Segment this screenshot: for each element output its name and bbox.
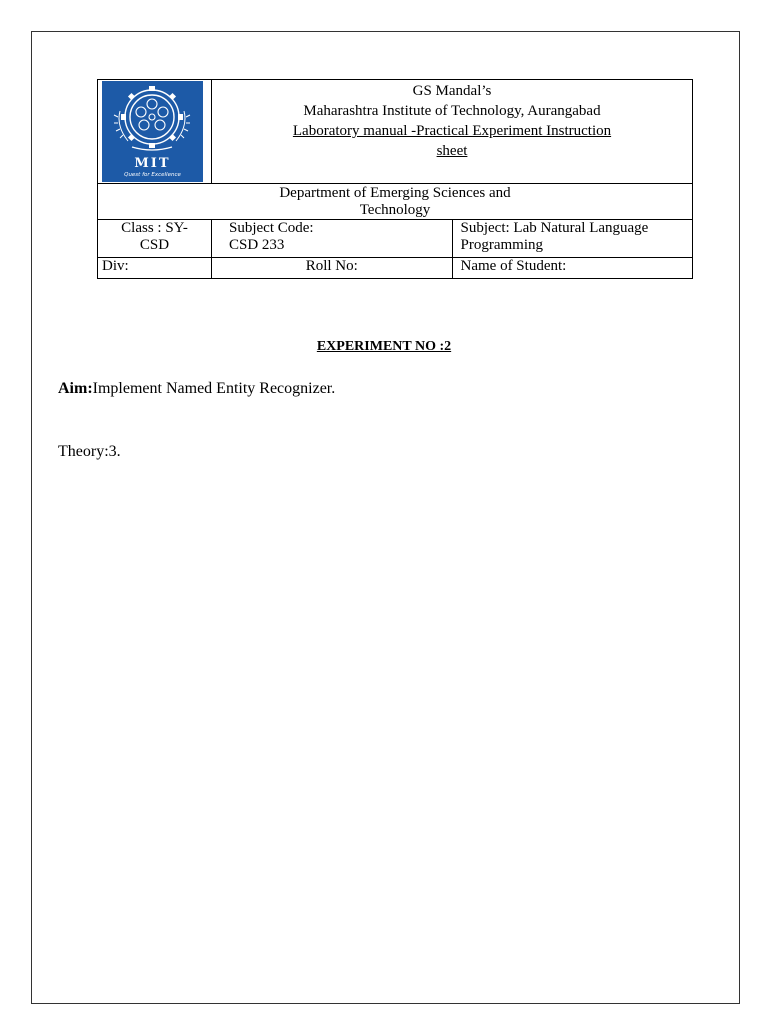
subject-cell xyxy=(452,220,693,258)
mit-emblem-icon xyxy=(102,81,203,182)
class-label: Class : SY- xyxy=(121,220,188,236)
div-cell: Div: xyxy=(98,258,212,279)
class-value: CSD xyxy=(139,237,170,253)
class-cell xyxy=(98,220,212,258)
aim-label: Aim: xyxy=(58,380,93,397)
theory-paragraph: Theory:3. xyxy=(58,443,121,460)
aim-text: Implement Named Entity Recognizer. xyxy=(92,380,336,397)
manual-title-cont: sheet xyxy=(436,143,468,159)
logo-tagline: Quest for Excellence xyxy=(124,172,181,178)
manual-title: Laboratory manual -Practical Experiment Instruction xyxy=(292,123,612,139)
header-table xyxy=(97,79,693,279)
aim-paragraph xyxy=(58,380,335,398)
subject-name: Subject: Lab Natural Language Programming xyxy=(460,220,649,253)
logo-name: MIT xyxy=(134,156,171,171)
roll-no-cell: Roll No: xyxy=(212,258,453,279)
institute-name: Maharashtra Institute of Technology, Aurangabad xyxy=(303,103,601,119)
logo-cell xyxy=(98,80,212,184)
department-line1: Department of Emerging Sciences and xyxy=(279,185,511,201)
department-cell xyxy=(98,184,693,220)
student-name-cell: Name of Student: xyxy=(452,258,693,279)
subject-code-value: CSD 233 xyxy=(229,237,285,253)
society-name: GS Mandal’s xyxy=(412,83,492,99)
subject-code-cell xyxy=(212,220,453,258)
institute-title-cell xyxy=(212,80,693,184)
subject-code-label: Subject Code: xyxy=(229,220,314,236)
experiment-title: EXPERIMENT NO :2 xyxy=(316,339,452,354)
department-line2: Technology xyxy=(359,202,431,218)
